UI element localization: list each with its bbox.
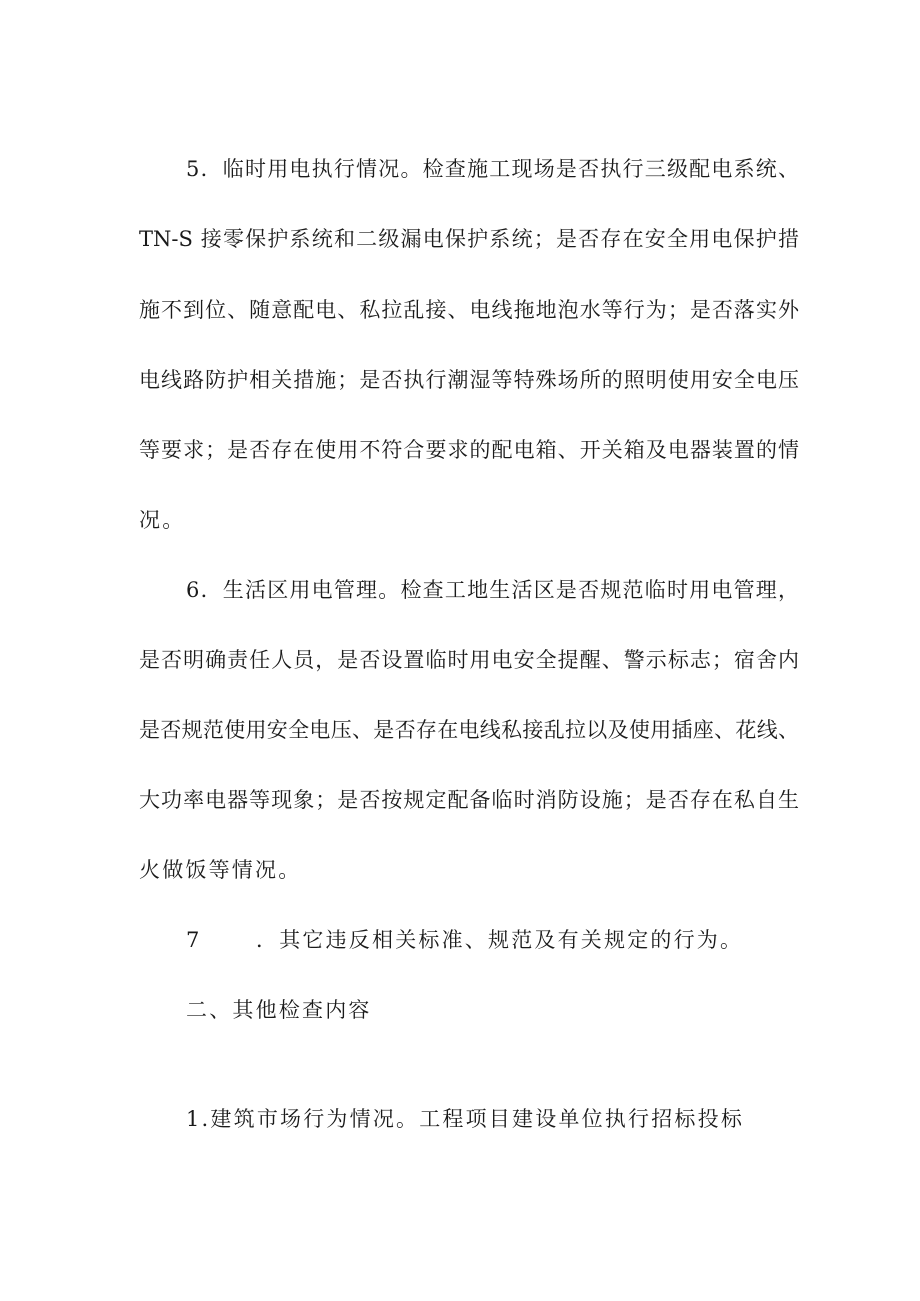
section-6-line-5: 火做饭等情况。 [139, 858, 302, 882]
section-5-line-1: 5．临时用电执行情况。检查施工现场是否执行三级配电系统、 [186, 154, 799, 184]
section-6-line-1: 6．生活区用电管理。检查工地生活区是否规范临时用电管理， [186, 575, 799, 605]
section-5-line-2: TN-S 接零保护系统和二级漏电保护系统；是否存在安全用电保护措 [139, 227, 799, 251]
section-5-line-4: 电线路防护相关措施；是否执行潮湿等特殊场所的照明使用安全电压 [139, 368, 799, 392]
section-6-number: 6 [186, 578, 200, 602]
section-7-line: 7 ．其它违反相关标准、规范及有关规定的行为。 [186, 925, 799, 955]
section-6-line-4: 大功率电器等现象；是否按规定配备临时消防设施；是否存在私自生 [139, 788, 799, 812]
section-5-line-6: 况。 [139, 508, 186, 532]
section-6-line-2: 是否明确责任人员，是否设置临时用电安全提醒、警示标志；宿舍内 [139, 648, 799, 672]
section-5-line-3: 施不到位、随意配电、私拉乱接、电线拖地泡水等行为；是否落实外 [139, 298, 799, 322]
section-7-number: 7 [186, 928, 202, 952]
item-1-line: 1.建筑市场行为情况。工程项目建设单位执行招标投标 [186, 1107, 745, 1131]
section-6-line-3: 是否规范使用安全电压、是否存在电线私接乱拉以及使用插座、花线、 [139, 718, 799, 742]
section-5-number: 5 [186, 157, 200, 181]
section-5-line-5: 等要求；是否存在使用不符合要求的配电箱、开关箱及电器装置的情 [139, 438, 799, 462]
heading-other-inspection: 二、其他检查内容 [186, 998, 372, 1022]
